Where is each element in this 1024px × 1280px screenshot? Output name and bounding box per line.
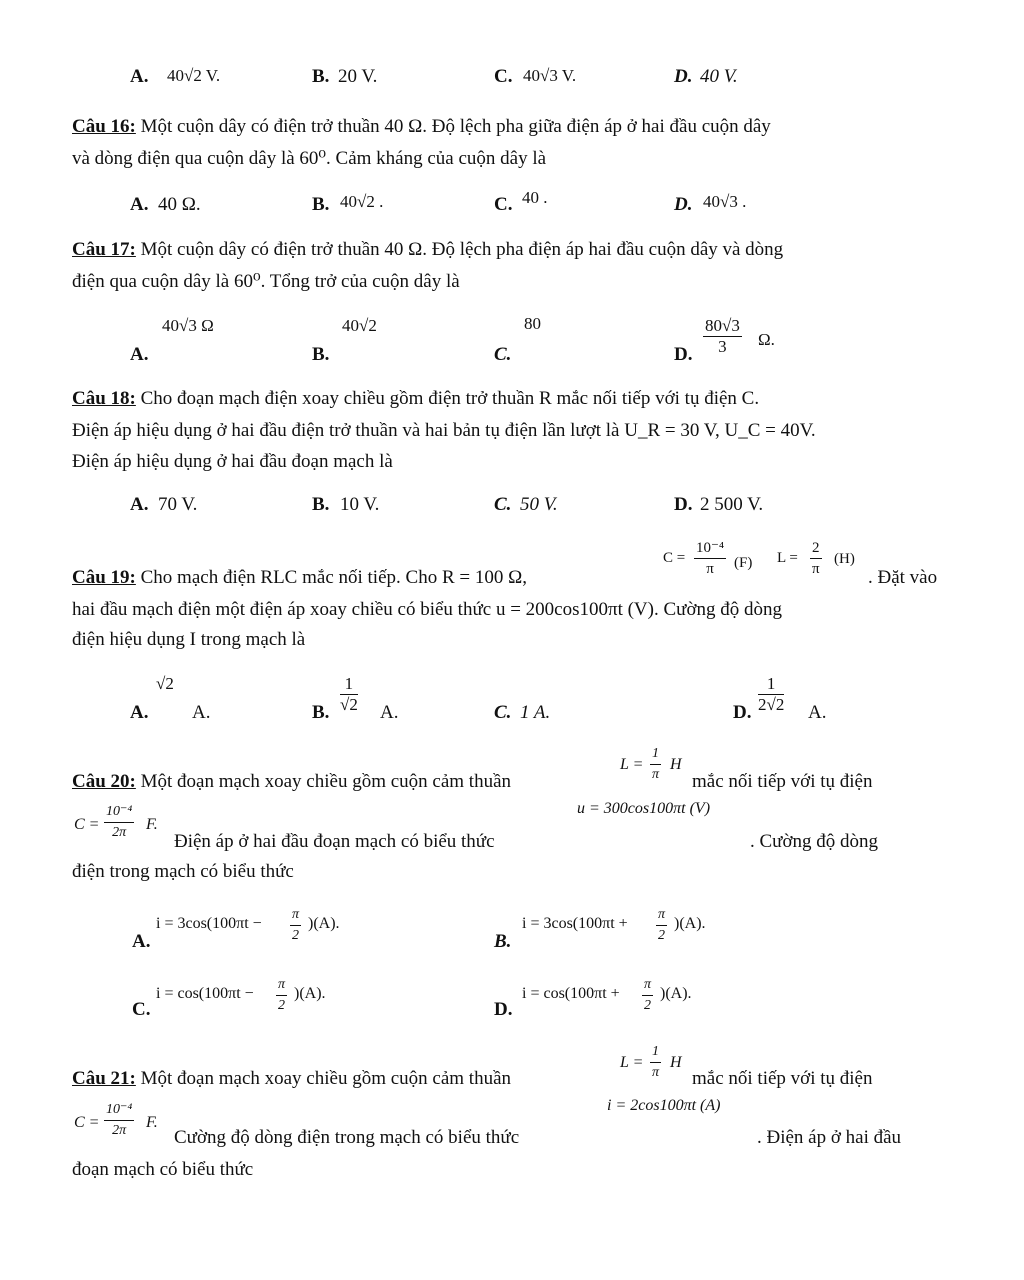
q20-option-c-fraction — [276, 975, 287, 1016]
q17-option-c-value: 80 — [524, 314, 541, 333]
q20-option-b-pre: i = 3cos(100πt + — [522, 915, 628, 932]
q16-line1 — [72, 116, 771, 138]
q20-c-unit: F. — [146, 816, 158, 833]
q21-text-2: Cường độ dòng điện trong mạch có biểu thức — [174, 1127, 520, 1148]
q19-d-numerator: 1 — [758, 674, 784, 695]
q19-c-denominator: π — [706, 561, 714, 577]
q18-option-a-value: 70 V. — [158, 494, 198, 515]
q15-option-a-label: A. — [130, 66, 149, 87]
q20-option-b-fraction — [656, 905, 667, 946]
q21-l-unit: H — [670, 1054, 682, 1071]
q20-option-a-label: A. — [132, 931, 151, 952]
q20-c-numerator: 10⁻⁴ — [104, 802, 134, 823]
q17-title: Câu 17: — [72, 239, 136, 260]
q19-text-1-tail: . Đặt vào — [868, 567, 938, 588]
q15-option-c-value: 40√3 V. — [523, 66, 577, 85]
q20-c-symbol: C = — [74, 816, 100, 833]
q16-option-d-label: D. — [674, 194, 693, 215]
q16-option-c-value: 40 . — [522, 188, 548, 207]
q16-option-d-value: 40√3 . — [703, 192, 747, 211]
q21-text-2-tail: . Điện áp ở hai đầu — [757, 1127, 902, 1148]
q19-c-formula: C = — [663, 550, 686, 566]
q19-l-formula: L = — [777, 550, 798, 566]
q15-option-b-value: 20 V. — [338, 66, 378, 87]
q20-option-d-pre: i = cos(100πt + — [522, 985, 620, 1002]
q15-option-d-label: D. — [674, 66, 693, 87]
q17-d-numerator: 80√3 — [705, 316, 740, 335]
q20-option-d-label: D. — [494, 999, 513, 1020]
q21-l-numerator: 1 — [650, 1042, 661, 1063]
q19-option-b-label: B. — [312, 702, 330, 723]
q15-option-a-value: 40√2 V. — [167, 66, 221, 85]
q19-text-1: Cho mạch điện RLC mắc nối tiếp. Cho R = 100 Ω, — [140, 567, 527, 588]
q20-l-symbol: L = — [620, 756, 644, 773]
q19-l-fraction — [810, 538, 822, 579]
q21-text-1-tail: mắc nối tiếp với tụ điện — [692, 1068, 873, 1089]
q20-text-1: Một đoạn mạch xoay chiều gồm cuộn cảm thuần — [140, 771, 512, 792]
q20-text-2-tail: . Cường độ dòng — [750, 831, 879, 852]
q16-option-b-value: 40√2 . — [340, 192, 384, 211]
q15-option-c-label: C. — [494, 66, 513, 87]
q19-option-a-value: √2 — [156, 674, 174, 693]
q16-option-b-label: B. — [312, 194, 330, 215]
q19-text-3: điện hiệu dụng I trong mạch là — [72, 629, 306, 650]
q16-option-a-value: 40 Ω. — [158, 194, 201, 215]
q18-option-b-label: B. — [312, 494, 330, 515]
q18-line1 — [72, 388, 759, 410]
q20-text-2: Điện áp ở hai đầu đoạn mạch có biểu thức — [174, 831, 495, 852]
q18-option-d-label: D. — [674, 494, 693, 515]
q20-line1 — [72, 771, 511, 793]
q19-title: Câu 19: — [72, 567, 136, 588]
q21-l-fraction — [650, 1042, 661, 1083]
q20-u-expression: u = 300cos100πt (V) — [577, 800, 711, 817]
q19-l-unit: (H) — [834, 551, 855, 567]
q16-option-a-label: A. — [130, 194, 149, 215]
q17-text-2: điện qua cuộn dây là 60⁰. Tổng trở của cuộn dây là — [72, 271, 460, 292]
q18-option-b-value: 10 V. — [340, 494, 380, 515]
q16-option-c-label: C. — [494, 194, 513, 215]
q21-line1 — [72, 1068, 511, 1090]
q17-option-d-label: D. — [674, 344, 693, 365]
q15-option-b-label: B. — [312, 66, 330, 87]
q19-option-d-label: D. — [733, 702, 752, 723]
q18-title: Câu 18: — [72, 388, 136, 409]
q19-option-b-unit: A. — [380, 702, 399, 723]
q20-option-a-post: )(A). — [308, 915, 340, 932]
q21-c-unit: F. — [146, 1114, 158, 1131]
q20-b-denominator: 2 — [658, 928, 665, 943]
q19-option-a-label: A. — [130, 702, 149, 723]
q17-option-d-fraction — [703, 316, 742, 357]
q18-option-d-value: 2 500 V. — [700, 494, 764, 515]
q17-d-denominator: 3 — [718, 337, 727, 356]
q21-text-3: đoạn mạch có biểu thức — [72, 1159, 254, 1180]
q19-b-numerator: 1 — [340, 674, 358, 695]
q20-c-denominator-opt: 2 — [278, 998, 285, 1013]
q19-text-2: hai đầu mạch điện một điện áp xoay chiều có biểu thức u = 200cos100πt (V). Cường độ dòng — [72, 599, 782, 620]
q20-text-1-tail: mắc nối tiếp với tụ điện — [692, 771, 873, 792]
q20-option-b-post: )(A). — [674, 915, 706, 932]
q20-option-a-pre: i = 3cos(100πt − — [156, 915, 262, 932]
q20-option-c-label: C. — [132, 999, 151, 1020]
q19-c-unit: (F) — [734, 555, 753, 571]
q19-option-b-fraction — [340, 674, 358, 715]
q20-d-denominator: 2 — [644, 998, 651, 1013]
q20-option-c-post: )(A). — [294, 985, 326, 1002]
q16-title: Câu 16: — [72, 116, 136, 137]
q20-b-numerator: π — [656, 905, 667, 926]
q19-c-numerator: 10⁻⁴ — [694, 538, 726, 559]
q20-option-d-fraction — [642, 975, 653, 1016]
q19-c-fraction — [694, 538, 726, 579]
q20-c-denominator: 2π — [112, 825, 127, 840]
q18-option-a-label: A. — [130, 494, 149, 515]
q18-text-3: Điện áp hiệu dụng ở hai đầu đoạn mạch là — [72, 451, 393, 472]
q21-c-numerator: 10⁻⁴ — [104, 1100, 134, 1121]
q20-option-c-pre: i = cos(100πt − — [156, 985, 254, 1002]
q20-option-a-fraction — [290, 905, 301, 946]
q17-option-b-value: 40√2 — [342, 316, 377, 335]
q21-c-fraction — [104, 1100, 134, 1141]
q20-c-numerator-opt: π — [276, 975, 287, 996]
q20-l-fraction — [650, 744, 661, 785]
q21-i-expression: i = 2cos100πt (A) — [607, 1097, 721, 1114]
q19-d-denominator: 2√2 — [758, 695, 785, 714]
q20-l-denominator: π — [651, 767, 659, 782]
q16-text-1: Một cuộn dây có điện trở thuần 40 Ω. Độ lệch pha giữa điện áp ở hai đầu cuộn dây — [140, 116, 771, 137]
q17-option-c-label: C. — [494, 344, 512, 365]
q19-option-d-unit: A. — [808, 702, 827, 723]
q21-c-symbol: C = — [74, 1114, 100, 1131]
q17-option-d-unit: Ω. — [758, 330, 775, 349]
q20-option-d-post: )(A). — [660, 985, 692, 1002]
q18-option-c-label: C. — [494, 494, 512, 515]
q17-option-a-value: 40√3 Ω — [162, 316, 214, 335]
q17-line1 — [72, 239, 783, 261]
q15-option-d-value: 40 V. — [700, 66, 738, 87]
q16-text-2: và dòng điện qua cuộn dây là 60⁰. Cảm kháng của cuộn dây là — [72, 148, 547, 169]
q20-c-fraction — [104, 802, 134, 843]
q20-l-numerator: 1 — [650, 744, 661, 765]
q17-text-1: Một cuộn dây có điện trở thuần 40 Ω. Độ lệch pha điện áp hai đầu cuộn dây và dòng — [140, 239, 784, 260]
q20-option-b-label: B. — [494, 931, 512, 952]
q19-option-d-fraction — [758, 674, 784, 715]
q20-a-denominator: 2 — [292, 928, 299, 943]
q19-l-numerator: 2 — [810, 538, 822, 559]
q21-c-denominator: 2π — [112, 1123, 127, 1138]
q19-option-c-value: 1 A. — [520, 702, 551, 723]
q17-option-b-label: B. — [312, 344, 330, 365]
q18-option-c-value: 50 V. — [520, 494, 558, 515]
q20-text-3: điện trong mạch có biểu thức — [72, 861, 294, 882]
q20-option-row-1 — [0, 905, 1024, 961]
q19-option-a-unit: A. — [192, 702, 211, 723]
q19-l-denominator: π — [811, 561, 820, 577]
q20-d-numerator: π — [642, 975, 653, 996]
q19-b-denominator: √2 — [340, 695, 358, 714]
q20-l-unit: H — [670, 756, 682, 773]
q21-l-denominator: π — [651, 1065, 659, 1080]
q20-option-row-2 — [0, 975, 1024, 1031]
q20-title: Câu 20: — [72, 771, 136, 792]
q17-answers — [0, 314, 1024, 370]
q18-text-2: Điện áp hiệu dụng ở hai đầu điện trở thuần và hai bản tụ điện lần lượt là U_R = 30 V, U_C = 40V. — [72, 420, 816, 441]
q21-text-1: Một đoạn mạch xoay chiều gồm cuộn cảm thuần — [140, 1068, 512, 1089]
q19-answers — [0, 670, 1024, 726]
q21-l-symbol: L = — [620, 1054, 644, 1071]
q19-option-c-label: C. — [494, 702, 512, 723]
q19-line1 — [72, 567, 527, 589]
q20-a-numerator: π — [290, 905, 301, 926]
q17-option-a-label: A. — [130, 344, 149, 365]
q18-text-1: Cho đoạn mạch điện xoay chiều gồm điện trở thuần R mắc nối tiếp với tụ điện C. — [140, 388, 760, 409]
q21-title: Câu 21: — [72, 1068, 136, 1089]
